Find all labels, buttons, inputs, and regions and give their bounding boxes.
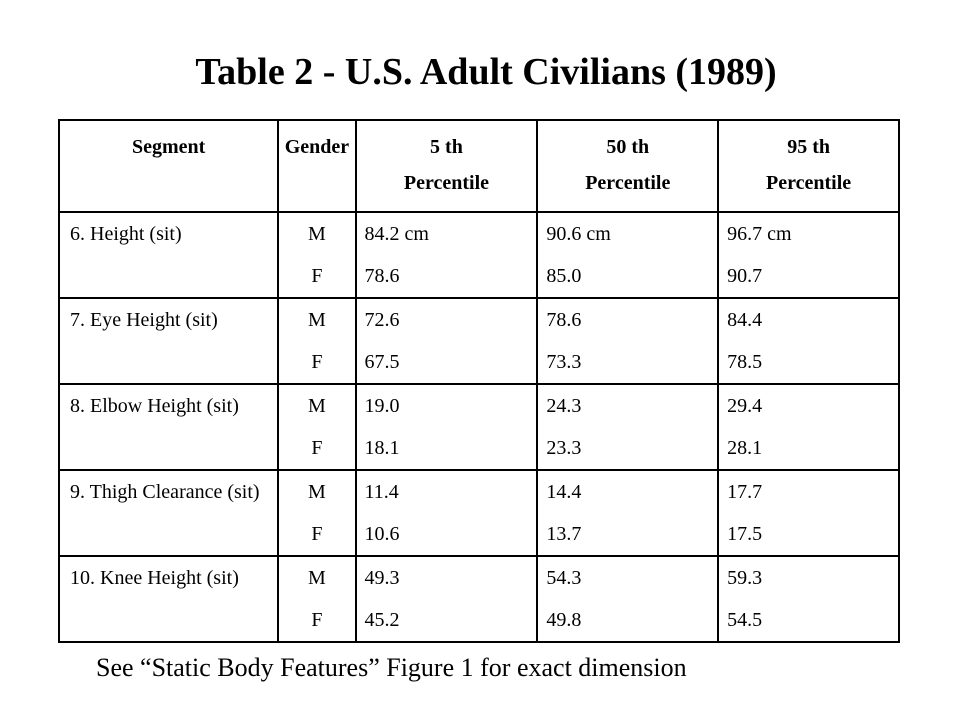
table-row — [59, 212, 899, 298]
gender-cell — [278, 556, 355, 642]
header-p50-line2: Percentile — [585, 172, 671, 194]
p95-female-value: 28.1 — [727, 437, 763, 459]
header-p95-line2: Percentile — [766, 172, 852, 194]
p5-cell — [356, 470, 538, 556]
p50-cell — [537, 384, 718, 470]
header-segment-label: Segment — [132, 136, 206, 158]
p95-male-value: 84.4 — [727, 309, 763, 331]
p5-cell — [356, 556, 538, 642]
p5-male-value: 49.3 — [364, 567, 400, 589]
segment-label: 10. Knee Height (sit) — [70, 567, 239, 589]
p5-cell — [356, 212, 538, 298]
table-body — [59, 212, 899, 642]
p50-female-value: 23.3 — [546, 437, 582, 459]
header-p5-line1: 5 th — [430, 136, 463, 158]
page-title: Table 2 - U.S. Adult Civilians (1989) — [195, 51, 777, 93]
segment-cell — [59, 556, 278, 642]
p5-cell — [356, 298, 538, 384]
p50-cell — [537, 298, 718, 384]
gender-female: F — [311, 609, 323, 631]
table-row — [59, 470, 899, 556]
p5-male-value: 72.6 — [364, 309, 400, 331]
p50-cell — [537, 470, 718, 556]
segment-cell — [59, 212, 278, 298]
p50-male-value: 54.3 — [546, 567, 582, 589]
gender-cell — [278, 470, 355, 556]
header-p50 — [537, 120, 718, 212]
header-segment — [59, 120, 278, 212]
p50-female-value: 13.7 — [546, 523, 582, 545]
table-row — [59, 556, 899, 642]
p5-cell — [356, 384, 538, 470]
p95-cell — [718, 470, 899, 556]
p50-male-value: 24.3 — [546, 395, 582, 417]
p50-male-value: 78.6 — [546, 309, 582, 331]
p95-cell — [718, 384, 899, 470]
segment-label: 6. Height (sit) — [70, 223, 182, 245]
gender-male: M — [308, 223, 326, 245]
p5-male-value: 84.2 cm — [364, 223, 429, 245]
p50-cell — [537, 556, 718, 642]
header-p5 — [356, 120, 538, 212]
p5-female-value: 18.1 — [364, 437, 400, 459]
p95-cell — [718, 212, 899, 298]
p95-male-value: 96.7 cm — [727, 223, 792, 245]
table-row — [59, 298, 899, 384]
segment-label: 7. Eye Height (sit) — [70, 309, 218, 331]
header-p5-line2: Percentile — [403, 172, 490, 194]
p50-female-value: 49.8 — [546, 609, 582, 631]
header-gender — [278, 120, 355, 212]
gender-cell — [278, 298, 355, 384]
header-gender-label: Gender — [284, 136, 350, 158]
header-row — [59, 120, 899, 212]
table-header — [59, 120, 899, 212]
header-p50-line1: 50 th — [606, 136, 650, 158]
p5-male-value: 19.0 — [364, 395, 400, 417]
p5-female-value: 10.6 — [364, 523, 400, 545]
gender-male: M — [308, 481, 326, 503]
gender-female: F — [311, 523, 323, 545]
segment-label: 9. Thigh Clearance (sit) — [70, 481, 260, 503]
gender-female: F — [311, 437, 323, 459]
segment-cell — [59, 384, 278, 470]
gender-male: M — [308, 395, 326, 417]
p95-cell — [718, 298, 899, 384]
anthropometric-table — [58, 119, 900, 643]
p50-male-value: 90.6 cm — [546, 223, 611, 245]
gender-female: F — [311, 265, 323, 287]
p95-female-value: 54.5 — [727, 609, 763, 631]
segment-cell — [59, 470, 278, 556]
footnote: See “Static Body Features” Figure 1 for exact dimension — [96, 653, 687, 682]
p5-male-value: 11.4 — [364, 481, 399, 503]
header-p95-line1: 95 th — [787, 136, 830, 158]
gender-female: F — [311, 351, 323, 373]
p5-female-value: 45.2 — [364, 609, 400, 631]
p50-female-value: 85.0 — [546, 265, 582, 287]
p95-female-value: 90.7 — [727, 265, 763, 287]
p95-male-value: 17.7 — [727, 481, 763, 503]
p50-male-value: 14.4 — [546, 481, 582, 503]
p50-cell — [537, 212, 718, 298]
p5-female-value: 67.5 — [364, 351, 400, 373]
p50-female-value: 73.3 — [546, 351, 582, 373]
p95-female-value: 78.5 — [727, 351, 763, 373]
p95-male-value: 59.3 — [727, 567, 763, 589]
p5-female-value: 78.6 — [364, 265, 400, 287]
header-p95 — [718, 120, 899, 212]
segment-cell — [59, 298, 278, 384]
table-row — [59, 384, 899, 470]
gender-male: M — [308, 309, 326, 331]
segment-label: 8. Elbow Height (sit) — [70, 395, 239, 417]
p95-male-value: 29.4 — [727, 395, 763, 417]
p95-cell — [718, 556, 899, 642]
gender-cell — [278, 212, 355, 298]
gender-cell — [278, 384, 355, 470]
gender-male: M — [308, 567, 326, 589]
p95-female-value: 17.5 — [727, 523, 763, 545]
